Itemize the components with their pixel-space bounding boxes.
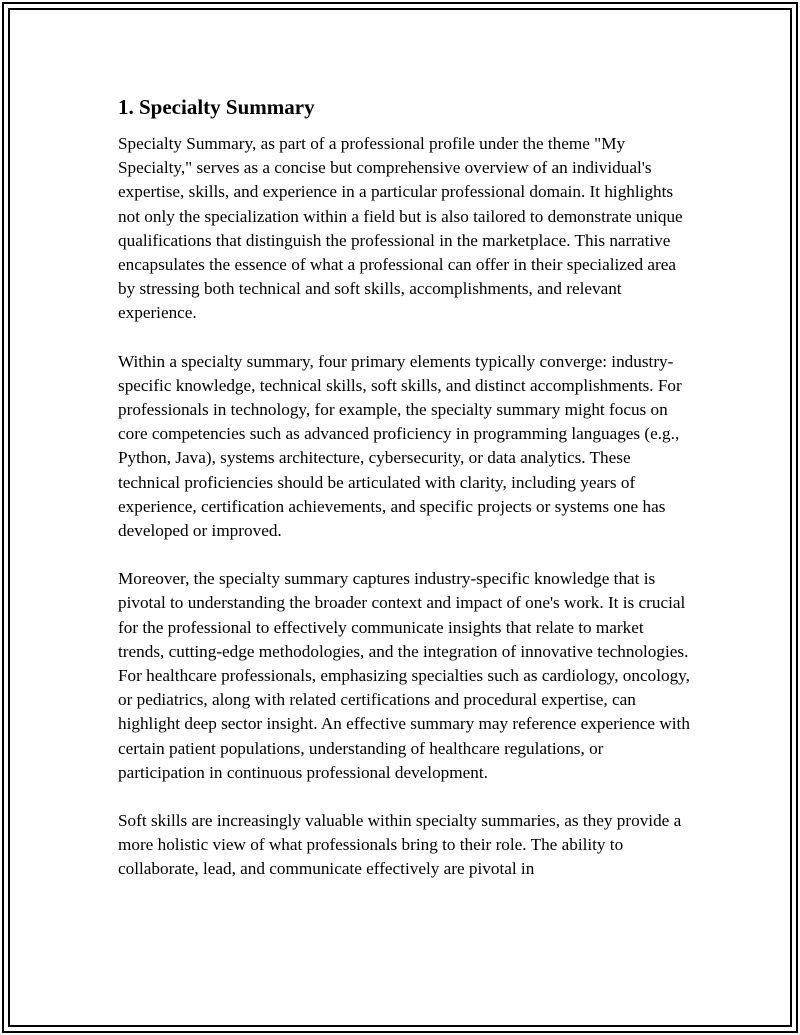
paragraph-industry-knowledge: Moreover, the specialty summary captures industry-specific knowledge that is pivotal to understanding the broader context and impact of one's work. It is crucial for the professional to effectively communicate insights that relate to market trends, cutting-edge methodologies, and the integration of innovative technologies. For healthcare professionals, emphasizing specialties such as cardiology, oncology, or pediatrics, along with related certifications and procedural expertise, can highlight deep sector insight. An effective summary may reference experience with certain patient populations, understanding of healthcare regulations, or participation in continuous professional development. [118,569,690,782]
document-body [118,94,690,906]
paragraph-elements: Within a specialty summary, four primary elements typically converge: industry-specific knowledge, technical skills, soft skills, and distinct accomplishments. For professionals in technology, for example, the specialty summary might focus on core competencies such as advanced proficiency in programming languages (e.g., Python, Java), systems architecture, cybersecurity, or data analytics. These technical proficiencies should be articulated with clarity, including years of experience, certification achievements, and specific projects or systems one has developed or improved. [118,351,682,541]
section-title: 1. Specialty Summary [118,95,315,119]
paragraph-intro: Specialty Summary, as part of a professional profile under the theme "My Specialty," serves as a concise but comprehensive overview of an individual's expertise, skills, and experience in a particular professional domain. It highlights not only the specialization within a field but is also tailored to demonstrate unique qualifications that distinguish the professional in the marketplace. This narrative encapsulates the essence of what a professional can offer in their specialized area by stressing both technical and soft skills, accomplishments, and relevant experience. [118,134,683,323]
paragraph-soft-skills: Soft skills are increasingly valuable within specialty summaries, as they provide a more holistic view of what professionals bring to their role. The ability to collaborate, lead, and communicate effectively are pivotal in [118,811,682,879]
